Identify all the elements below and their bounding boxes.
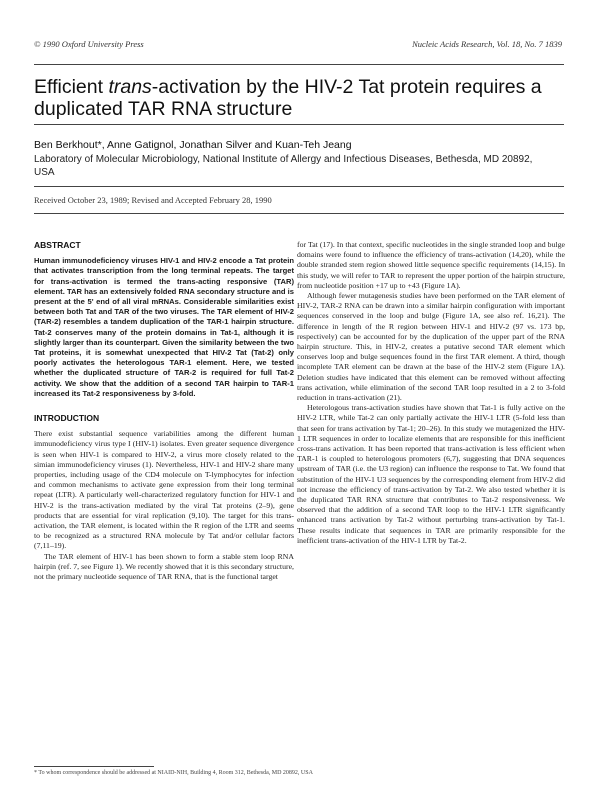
intro-paragraph-2: The TAR element of HIV-1 has been shown to form a stable stem loop RNA hairpin (ref. 7, see Figure 1). We recently showed that it is this secondary structure, not the primary nucleotide sequence of TAR RNA, that is the functional target: [34, 551, 294, 582]
paper-title: [34, 76, 564, 120]
header-rule: [34, 64, 564, 65]
title-part-2: -activation by the HIV-2 Tat protein requires a duplicated TAR RNA structure: [34, 76, 542, 120]
affiliation-rule: [34, 186, 564, 187]
right-paragraph-3: Heterologous trans-activation studies have shown that Tat-1 is fully active on the HIV-2 LTR, while Tat-2 can only partially activate the HIV-1 LTR (5-fold less than that seen for trans activation by Tat-1; 20–26). In this study we mutagenized the HIV-1 LTR sequences in order to localize elements that are responsible for this inefficient cross-trans activation. It has been reported that trans-activation is less efficient when TAR-1 is coupled to heterologous promoters (6,7), suggesting that DNA sequences upstream of TAR (i.e. the U3 region) can influence the response to Tat. We found that substitution of the HIV-1 U3 sequences by the corresponding element from HIV-2 did not increase the efficiency of trans-activation by Tat-2. We also tested whether it is the duplicated TAR RNA structure that contributes to Tat-2 responsiveness. We observed that the addition of a second TAR loop to the HIV-1 LTR significantly enhanced trans activation by Tat-2 without perturbing trans-activation by Tat-1. These results indicate that sequences in TAR are primarily responsible for the inefficient trans-activation of the HIV-1 LTR by Tat-2.: [297, 403, 565, 545]
received-date: Received October 23, 1989; Revised and Accepted February 28, 1990: [34, 195, 272, 205]
journal-citation: Nucleic Acids Research, Vol. 18, No. 7 1839: [412, 39, 562, 49]
footnote-rule: [34, 766, 154, 767]
abstract-body: Human immunodeficiency viruses HIV-1 and HIV-2 encode a Tat protein that activates transcription from the long terminal repeats. The target for trans-activation is termed the trans-acting responsive (TAR) element. TAR has an extensively folded RNA secondary structure and is present at the 5' end of all viral mRNAs. Considerable similarities exist between both Tat and TAR of the two viruses. The TAR element of HIV-2 (TAR-2) resembles a tandem duplication of the TAR-1 hairpin structure. Tat-2 conserves many of the protein domains in Tat-1, although it is slightly larger than its counterpart. Given the similarity between the two Tat proteins, it is somewhat unexpected that HIV-2 Tat (Tat-2) only poorly activates the heterologous TAR-1 element. Here, we tested whether the duplicated structure of TAR-2 is required for full Tat-2 activity. We show that the addition of a second TAR hairpin to TAR-1 increased its Tat-2 responsiveness by 3-fold.: [34, 256, 294, 398]
journal-copyright: © 1990 Oxford University Press: [34, 39, 144, 49]
author-list: Ben Berkhout*, Anne Gatignol, Jonathan Silver and Kuan-Teh Jeang: [34, 139, 352, 151]
right-paragraph-2: Although fewer mutagenesis studies have been performed on the TAR element of HIV-2, TAR-2 RNA can be drawn into a similar hairpin configuration with important sequences conserved in the loop and bulge (Figure 1A, see also ref. 16,21). The difference in length of the R region between HIV-1 and HIV-2 (97 vs. 173 bp, respectively) can be accounted for by the duplication of the upper part of the RNA hairpin structure. This, in HIV-2, creates a putative second TAR element which conserves loop and bulge sequences found in the first TAR element. A third, though incomplete TAR element can be drawn at the base of the HIV-2 stem (Figure 1A). Deletion studies have indicated that this element can be removed without affecting trans activation, while elimination of the second TAR loop resulted in a 2 to 3-fold reduction in trans-activation (21).: [297, 291, 565, 403]
title-rule: [34, 124, 564, 125]
title-part-1: Efficient: [34, 76, 109, 98]
introduction-heading: INTRODUCTION: [34, 413, 100, 424]
right-column: [297, 240, 565, 546]
abstract-heading: ABSTRACT: [34, 240, 81, 250]
intro-paragraph-1: There exist substantial sequence variabilities among the different human immunodeficiency virus type I (HIV-1) isolates. Even greater sequence divergence is seen when HIV-1 is compared to HIV-2, a virus more closely related to the simian immunodeficiency viruses (1). Nevertheless, HIV-1 and HIV-2 share many properties, including usage of the CD4 molecule on T-lymphocytes for infection and common mechanisms to activate gene expression from their long terminal repeat (LTR). A particularly well-characterized regulatory function for HIV-1 and HIV-2 is the trans-activation mediated by the viral Tat proteins (2–9), gene products that are essential for viral replication (9,10). The target for this trans-activation, the TAR element, is located within the R region of the LTR and seems to be recognized as a structured RNA molecule by Tat and/or cellular factors (7,11–19).: [34, 429, 294, 551]
title-italic: trans: [108, 76, 152, 98]
left-column: [34, 240, 294, 582]
right-paragraph-1: for Tat (17). In that context, specific nucleotides in the single stranded loop and bulge domains were found to influence the efficiency of trans-activation (14,20), while the double stranded stem region showed little sequence specific requirements (14,15). In this study, we will refer to TAR to represent the upper portion of the hairpin structure, from nucleotide position +17 up to +43 (Figure 1A).: [297, 240, 565, 290]
affiliation: Laboratory of Molecular Microbiology, National Institute of Allergy and Infectious Diseases, Bethesda, MD 20892, USA: [34, 154, 533, 178]
received-rule: [34, 213, 564, 214]
corresponding-author-footnote: * To whom correspondence should be addressed at NIAID-NIH, Building 4, Room 312, Bethesda, MD 20892, USA: [34, 770, 313, 776]
